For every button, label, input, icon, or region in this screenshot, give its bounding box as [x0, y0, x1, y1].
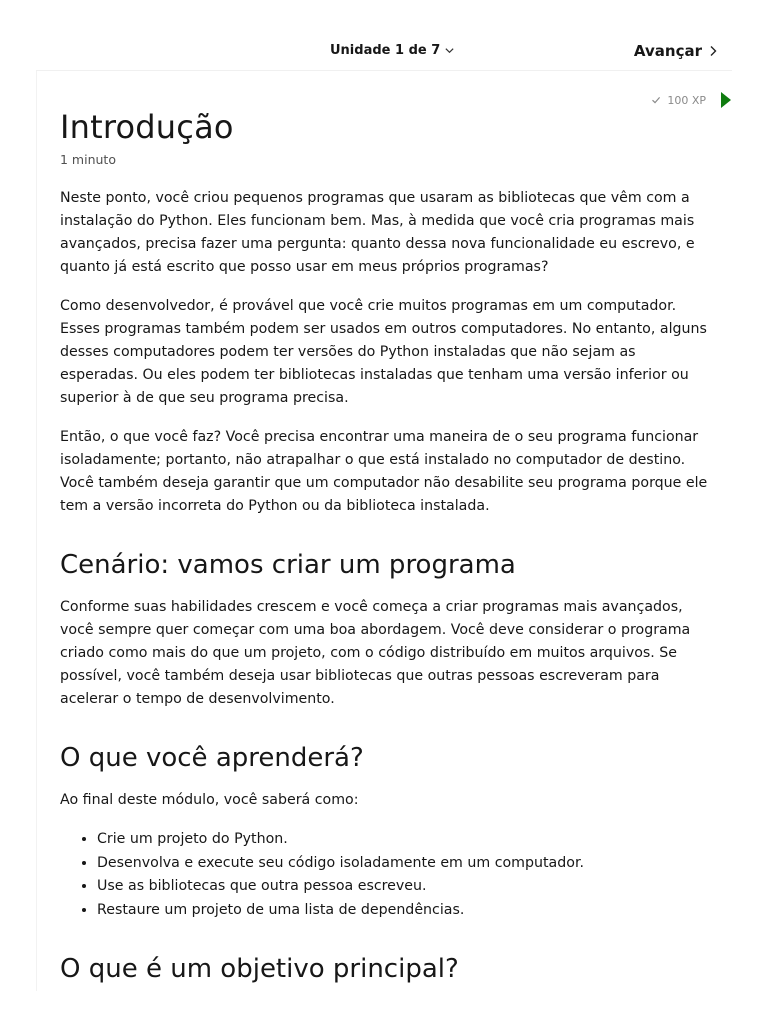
xp-label: 100 XP: [667, 93, 706, 107]
unit-selector-label: Unidade 1 de 7: [330, 43, 441, 58]
unit-selector[interactable]: [330, 43, 455, 58]
list-item: • Crie um projeto do Python.: [97, 828, 710, 852]
page-title: Introdução: [60, 108, 234, 146]
list-item: • Use as bibliotecas que outra pessoa escreveu.: [97, 875, 710, 899]
list-item: • Restaure um projeto de uma lista de dependências.: [97, 899, 710, 923]
top-navigation-bar: [0, 0, 768, 70]
play-icon[interactable]: [720, 92, 732, 108]
intro-paragraph-3: Então, o que você faz? Você precisa encontrar uma maneira de o seu programa funcionar isoladamente; portanto, não atrapalhar o que está instalado no computador de destino. Você também deseja garantir que um computador não desabilite seu programa porque ele tem a versão incorreta do Python ou da biblioteca instalada.: [60, 429, 708, 514]
chevron-right-icon: [708, 45, 718, 57]
scenario-heading: Cenário: vamos criar um programa: [60, 550, 516, 580]
next-unit-link[interactable]: [634, 42, 718, 60]
chevron-down-icon: [444, 45, 455, 56]
article-content: [60, 104, 710, 1000]
scenario-paragraph: Conforme suas habilidades crescem e você começa a criar programas mais avançados, você sempre quer começar com uma boa abordagem. Você deve considerar o programa criado como mais do que um projeto, com o código distribuído em muitos arquivos. Se possível, você também deseja usar bibliotecas que outras pessoas escreveram para acelerar o tempo de desenvolvimento.: [60, 599, 691, 707]
next-unit-label: Avançar: [633, 42, 702, 60]
objective-heading: O que é um objetivo principal?: [60, 954, 459, 984]
intro-paragraph-2: Como desenvolvedor, é provável que você crie muitos programas em um computador. Esses programas também podem ser usados em outros computadores. No entanto, alguns desses computadores podem ter versões do Python instaladas que não sejam as esperadas. Ou eles podem ter bibliotecas instaladas que tenham uma versão inferior ou superior à de que seu programa precisa.: [60, 298, 707, 406]
list-item: • Desenvolva e execute seu código isoladamente em um computador.: [97, 852, 710, 876]
learn-intro: Ao final deste módulo, você saberá como:: [60, 792, 359, 808]
reading-duration: 1 minuto: [60, 152, 116, 167]
learning-objectives-list: [60, 828, 710, 922]
intro-paragraph-1: Neste ponto, você criou pequenos programas que usaram as bibliotecas que vêm com a instalação do Python. Eles funcionam bem. Mas, à medida que você cria programas mais avançados, precisa fazer uma pergunta: quanto dessa nova funcionalidade eu escrevo, e quanto já está escrito que posso usar em meus próprios programas?: [60, 190, 695, 275]
learn-heading: O que você aprenderá?: [60, 743, 364, 773]
